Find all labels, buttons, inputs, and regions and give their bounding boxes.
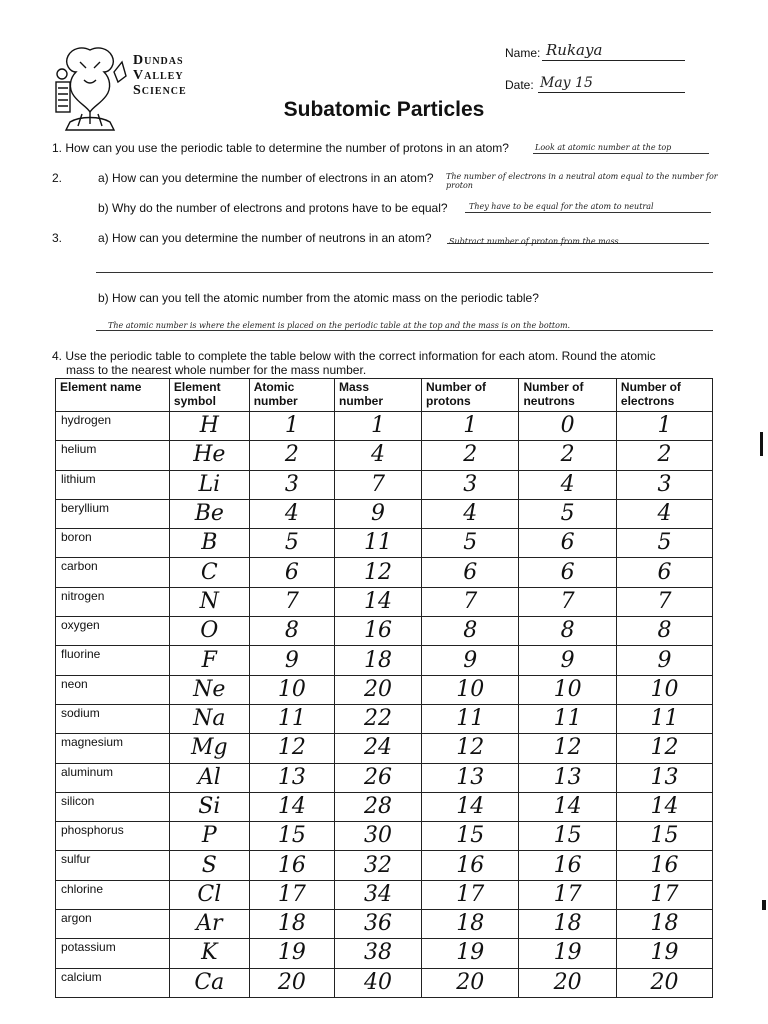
element-symbol-cell[interactable]: Be <box>169 499 249 528</box>
header-mass-number <box>335 379 422 412</box>
atomic-number-cell[interactable]: 10 <box>249 675 334 704</box>
mass-number-cell[interactable]: 11 <box>335 529 422 558</box>
answer-2a: The number of electrons in a neutral atom equal to the number for proton <box>446 172 718 190</box>
atomic-number-cell[interactable]: 4 <box>249 499 334 528</box>
neutrons-cell[interactable]: 14 <box>519 792 616 821</box>
table-row <box>56 587 713 616</box>
table-row <box>56 763 713 792</box>
neutrons-cell[interactable]: 8 <box>519 617 616 646</box>
logo-line-1: Dundas <box>133 53 184 68</box>
electrons-cell[interactable]: 10 <box>616 675 712 704</box>
atomic-number-cell[interactable]: 15 <box>249 822 334 851</box>
neutrons-cell[interactable]: 11 <box>519 704 616 733</box>
element-symbol-cell[interactable]: Ca <box>169 968 249 997</box>
element-symbol-cell[interactable]: B <box>169 529 249 558</box>
protons-cell[interactable]: 7 <box>422 587 519 616</box>
logo-line-2: Valley <box>133 68 184 83</box>
electrons-cell[interactable]: 7 <box>616 587 712 616</box>
atomic-number-cell[interactable]: 12 <box>249 734 334 763</box>
element-name-cell: sulfur <box>56 851 170 880</box>
question-4-line-2: mass to the nearest whole number for the mass number. <box>66 363 367 377</box>
table-row <box>56 412 713 441</box>
element-symbol-cell[interactable]: C <box>169 558 249 587</box>
atomic-number-cell[interactable]: 5 <box>249 529 334 558</box>
mass-number-cell[interactable]: 18 <box>335 646 422 675</box>
atomic-number-cell[interactable]: 11 <box>249 704 334 733</box>
table-header-row <box>56 379 713 412</box>
protons-cell[interactable]: 13 <box>422 763 519 792</box>
answer-1: Look at atomic number at the top <box>535 143 672 152</box>
header-text: Element name <box>60 380 142 394</box>
atomic-number-cell[interactable]: 8 <box>249 617 334 646</box>
atoms-table <box>55 378 713 998</box>
protons-cell[interactable]: 1 <box>422 412 519 441</box>
mass-number-cell[interactable]: 22 <box>335 704 422 733</box>
table-row <box>56 646 713 675</box>
table-row <box>56 822 713 851</box>
atomic-number-cell[interactable]: 19 <box>249 939 334 968</box>
element-symbol-cell[interactable]: Li <box>169 470 249 499</box>
mass-number-cell[interactable]: 7 <box>335 470 422 499</box>
header-text: Mass <box>339 380 370 394</box>
atomic-number-cell[interactable]: 14 <box>249 792 334 821</box>
element-name-cell: magnesium <box>56 734 170 763</box>
atomic-number-cell[interactable]: 6 <box>249 558 334 587</box>
atomic-number-cell[interactable]: 16 <box>249 851 334 880</box>
element-symbol-cell[interactable]: N <box>169 587 249 616</box>
protons-cell[interactable]: 10 <box>422 675 519 704</box>
header-text: Number of <box>426 380 487 394</box>
protons-cell[interactable]: 12 <box>422 734 519 763</box>
element-symbol-cell[interactable]: Ar <box>169 910 249 939</box>
header-text: neutrons <box>523 394 575 408</box>
question-1: 1. How can you use the periodic table to determine the number of protons in an atom? <box>52 141 509 155</box>
table-row <box>56 939 713 968</box>
protons-cell[interactable]: 2 <box>422 441 519 470</box>
protons-cell[interactable]: 16 <box>422 851 519 880</box>
element-symbol-cell[interactable]: He <box>169 441 249 470</box>
mass-number-cell[interactable]: 16 <box>335 617 422 646</box>
name-value: Rukaya <box>546 41 603 59</box>
header-text: number <box>253 394 298 408</box>
atomic-number-cell[interactable]: 9 <box>249 646 334 675</box>
table-row <box>56 704 713 733</box>
atomic-number-cell[interactable]: 13 <box>249 763 334 792</box>
electrons-cell[interactable]: 16 <box>616 851 712 880</box>
neutrons-cell[interactable]: 16 <box>519 851 616 880</box>
date-field[interactable] <box>538 74 685 93</box>
protons-cell[interactable]: 3 <box>422 470 519 499</box>
answer-2b-field[interactable] <box>465 198 711 213</box>
header-protons <box>422 379 519 412</box>
mass-number-cell[interactable]: 4 <box>335 441 422 470</box>
question-3b: b) How can you tell the atomic number from the atomic mass on the periodic table? <box>98 291 539 305</box>
element-symbol-cell[interactable]: K <box>169 939 249 968</box>
electrons-cell[interactable]: 4 <box>616 499 712 528</box>
header-neutrons <box>519 379 616 412</box>
element-symbol-cell[interactable]: Cl <box>169 880 249 909</box>
element-name-cell: aluminum <box>56 763 170 792</box>
atomic-number-cell[interactable]: 7 <box>249 587 334 616</box>
mass-number-cell[interactable]: 28 <box>335 792 422 821</box>
electrons-cell[interactable]: 9 <box>616 646 712 675</box>
table-row <box>56 558 713 587</box>
element-name-cell: phosphorus <box>56 822 170 851</box>
name-field[interactable] <box>542 42 685 61</box>
protons-cell[interactable]: 8 <box>422 617 519 646</box>
table-row <box>56 910 713 939</box>
question-2b: b) Why do the number of electrons and protons have to be equal? <box>98 201 448 215</box>
question-3a: a) How can you determine the number of neutrons in an atom? <box>98 231 432 245</box>
neutrons-cell[interactable]: 9 <box>519 646 616 675</box>
electrons-cell[interactable]: 12 <box>616 734 712 763</box>
neutrons-cell[interactable]: 20 <box>519 968 616 997</box>
electrons-cell[interactable]: 20 <box>616 968 712 997</box>
element-name-cell: helium <box>56 441 170 470</box>
protons-cell[interactable]: 15 <box>422 822 519 851</box>
element-name-cell: fluorine <box>56 646 170 675</box>
electrons-cell[interactable]: 3 <box>616 470 712 499</box>
table-row <box>56 470 713 499</box>
answer-3a-extra-line[interactable] <box>96 258 713 273</box>
table-row <box>56 499 713 528</box>
mass-number-cell[interactable]: 12 <box>335 558 422 587</box>
electrons-cell[interactable]: 14 <box>616 792 712 821</box>
element-name-cell: lithium <box>56 470 170 499</box>
answer-3b: The atomic number is where the element is placed on the periodic table at the top and the mass is on the bottom. <box>108 321 571 330</box>
table-row <box>56 441 713 470</box>
protons-cell[interactable]: 20 <box>422 968 519 997</box>
electrons-cell[interactable]: 11 <box>616 704 712 733</box>
logo-wordmark <box>133 53 187 98</box>
element-name-cell: silicon <box>56 792 170 821</box>
answer-3b-field[interactable] <box>96 316 713 331</box>
mass-number-cell[interactable]: 34 <box>335 880 422 909</box>
element-name-cell: chlorine <box>56 880 170 909</box>
mass-number-cell[interactable]: 9 <box>335 499 422 528</box>
electrons-cell[interactable]: 19 <box>616 939 712 968</box>
element-name-cell: boron <box>56 529 170 558</box>
atomic-number-cell[interactable]: 3 <box>249 470 334 499</box>
protons-cell[interactable]: 11 <box>422 704 519 733</box>
neutrons-cell[interactable]: 0 <box>519 412 616 441</box>
scan-mark <box>760 432 763 456</box>
header-text: electrons <box>620 394 675 408</box>
element-name-cell: neon <box>56 675 170 704</box>
element-symbol-cell[interactable]: Ne <box>169 675 249 704</box>
element-name-cell: potassium <box>56 939 170 968</box>
atomic-number-cell[interactable]: 2 <box>249 441 334 470</box>
question-2a: a) How can you determine the number of electrons in an atom? <box>98 171 434 185</box>
mass-number-cell[interactable]: 30 <box>335 822 422 851</box>
question-3-number: 3. <box>52 231 63 245</box>
answer-2a-field[interactable] <box>446 172 736 190</box>
header-element-name <box>56 379 170 412</box>
header-electrons <box>616 379 712 412</box>
neutrons-cell[interactable]: 15 <box>519 822 616 851</box>
neutrons-cell[interactable]: 10 <box>519 675 616 704</box>
electrons-cell[interactable]: 1 <box>616 412 712 441</box>
element-symbol-cell[interactable]: Mg <box>169 734 249 763</box>
question-2-number: 2. <box>52 171 63 185</box>
element-symbol-cell[interactable]: Si <box>169 792 249 821</box>
header-text: number <box>339 394 384 408</box>
mass-number-cell[interactable]: 26 <box>335 763 422 792</box>
neutrons-cell[interactable]: 12 <box>519 734 616 763</box>
electrons-cell[interactable]: 18 <box>616 910 712 939</box>
name-label: Name: <box>505 46 541 60</box>
table-row <box>56 617 713 646</box>
neutrons-cell[interactable]: 7 <box>519 587 616 616</box>
electrons-cell[interactable]: 17 <box>616 880 712 909</box>
question-4-line-1: 4. Use the periodic table to complete the table below with the correct information for each atom. Round the atomic <box>52 349 656 363</box>
element-name-cell: hydrogen <box>56 412 170 441</box>
table-row <box>56 792 713 821</box>
neutrons-cell[interactable]: 6 <box>519 558 616 587</box>
mass-number-cell[interactable]: 32 <box>335 851 422 880</box>
protons-cell[interactable]: 19 <box>422 939 519 968</box>
mass-number-cell[interactable]: 38 <box>335 939 422 968</box>
scan-mark <box>762 900 766 910</box>
neutrons-cell[interactable]: 13 <box>519 763 616 792</box>
element-name-cell: beryllium <box>56 499 170 528</box>
element-name-cell: calcium <box>56 968 170 997</box>
logo-line-3: Science <box>133 83 187 98</box>
table-row <box>56 968 713 997</box>
atomic-number-cell[interactable]: 20 <box>249 968 334 997</box>
neutrons-cell[interactable]: 2 <box>519 441 616 470</box>
answer-1-field[interactable] <box>533 139 709 154</box>
neutrons-cell[interactable]: 19 <box>519 939 616 968</box>
answer-3a: Subtract number of proton from the mass <box>449 237 619 246</box>
table-body <box>56 412 713 998</box>
answer-2b: They have to be equal for the atom to neutral <box>469 202 654 211</box>
neutrons-cell[interactable]: 4 <box>519 470 616 499</box>
table-row <box>56 851 713 880</box>
element-symbol-cell[interactable]: O <box>169 617 249 646</box>
element-symbol-cell[interactable]: Al <box>169 763 249 792</box>
element-symbol-cell[interactable]: P <box>169 822 249 851</box>
header-text: protons <box>426 394 471 408</box>
header-text: Number of <box>523 380 584 394</box>
header-element-symbol <box>169 379 249 412</box>
electrons-cell[interactable]: 6 <box>616 558 712 587</box>
atomic-number-cell[interactable]: 1 <box>249 412 334 441</box>
electrons-cell[interactable]: 2 <box>616 441 712 470</box>
header-text: Atomic <box>253 380 295 394</box>
protons-cell[interactable]: 17 <box>422 880 519 909</box>
electrons-cell[interactable]: 5 <box>616 529 712 558</box>
element-symbol-cell[interactable]: Na <box>169 704 249 733</box>
table-row <box>56 675 713 704</box>
header-text: symbol <box>173 394 216 408</box>
protons-cell[interactable]: 4 <box>422 499 519 528</box>
mass-number-cell[interactable]: 24 <box>335 734 422 763</box>
mass-number-cell[interactable]: 40 <box>335 968 422 997</box>
atomic-number-cell[interactable]: 18 <box>249 910 334 939</box>
page-title: Subatomic Particles <box>283 98 485 121</box>
protons-cell[interactable]: 9 <box>422 646 519 675</box>
element-name-cell: argon <box>56 910 170 939</box>
electrons-cell[interactable]: 15 <box>616 822 712 851</box>
protons-cell[interactable]: 6 <box>422 558 519 587</box>
table-row <box>56 529 713 558</box>
table-row <box>56 734 713 763</box>
protons-cell[interactable]: 18 <box>422 910 519 939</box>
element-name-cell: carbon <box>56 558 170 587</box>
element-name-cell: oxygen <box>56 617 170 646</box>
element-symbol-cell[interactable]: F <box>169 646 249 675</box>
neutrons-cell[interactable]: 18 <box>519 910 616 939</box>
header-atomic-number <box>249 379 334 412</box>
mass-number-cell[interactable]: 20 <box>335 675 422 704</box>
atomic-number-cell[interactable]: 17 <box>249 880 334 909</box>
table-row <box>56 880 713 909</box>
element-name-cell: nitrogen <box>56 587 170 616</box>
neutrons-cell[interactable]: 5 <box>519 499 616 528</box>
element-name-cell: sodium <box>56 704 170 733</box>
mass-number-cell[interactable]: 1 <box>335 412 422 441</box>
answer-3a-field[interactable] <box>447 229 709 244</box>
neutrons-cell[interactable]: 6 <box>519 529 616 558</box>
protons-cell[interactable]: 14 <box>422 792 519 821</box>
electrons-cell[interactable]: 8 <box>616 617 712 646</box>
element-symbol-cell[interactable]: S <box>169 851 249 880</box>
mass-number-cell[interactable]: 14 <box>335 587 422 616</box>
header-text: Number of <box>620 380 681 394</box>
header-text: Element <box>173 380 221 394</box>
neutrons-cell[interactable]: 17 <box>519 880 616 909</box>
element-symbol-cell[interactable]: H <box>169 412 249 441</box>
mass-number-cell[interactable]: 36 <box>335 910 422 939</box>
protons-cell[interactable]: 5 <box>422 529 519 558</box>
date-label: Date: <box>505 78 534 92</box>
electrons-cell[interactable]: 13 <box>616 763 712 792</box>
date-value: May 15 <box>540 75 593 91</box>
